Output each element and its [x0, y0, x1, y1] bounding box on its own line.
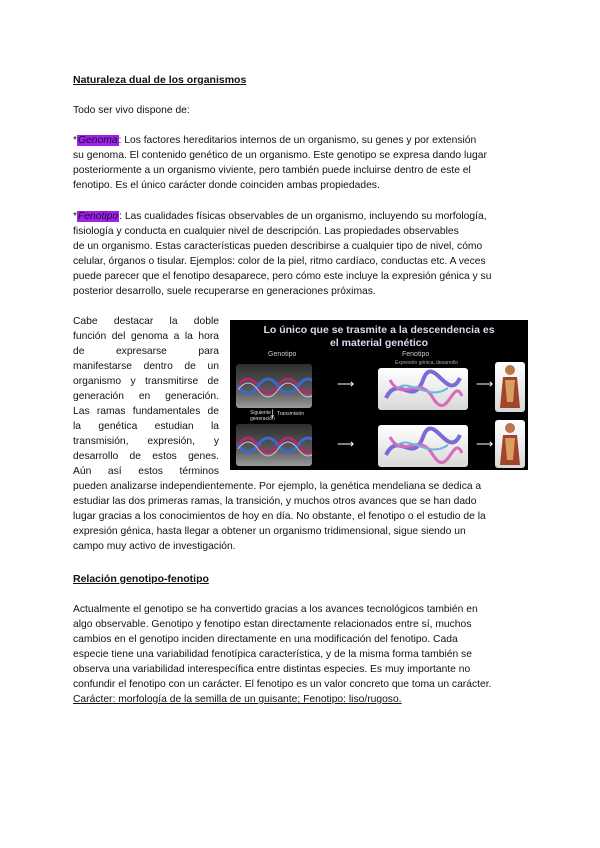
- example-line: Carácter: morfología de la semilla de un guisante; Fenotipo: liso/rugoso.: [73, 694, 402, 705]
- genoma-line: su genoma. El contenido genético de un organismo. Este genotipo se expresa dando lugar: [73, 150, 487, 161]
- dna-panel-bottom: [236, 424, 312, 466]
- genoma-term: Genoma: [78, 135, 118, 146]
- cabe-column: Cabe destacar la doble función del genoma a la hora de expresarse para manifestarse dentro de un organismo y transmitirse de generación en generación. Las ramas fundamentales de la genética estudian la transmisión, expresión, y desarrollo de estos genes. Aún así estos términos: [73, 316, 219, 477]
- genoma-line: fenotipo. Es el único carácter donde coinciden ambas propiedades.: [73, 180, 380, 191]
- arrow-right-icon: ⟶: [337, 377, 355, 391]
- organism-panel-top: [495, 362, 525, 412]
- section-heading: Relación genotipo-fenotipo: [73, 573, 209, 585]
- fenotipo-line: puede parecer que el fenotipo desaparece, pero cómo este incluye la expresión génica y su: [73, 271, 492, 282]
- genoma-line-1: *Genoma: Los factores hereditarios internos de un organismo, su genes y por extensión: [73, 135, 477, 146]
- fenotipo-line: celular, órganos o tisular. Ejemplos: color de la piel, ritmo cardíaco, conductas etc. A veces: [73, 256, 486, 267]
- dna-helix-icon: [236, 364, 312, 408]
- protein-panel-top: [378, 368, 468, 410]
- dna-helix-icon: [236, 424, 312, 466]
- intro-text: Todo ser vivo dispone de:: [73, 105, 190, 116]
- fenotipo-line-1: *Fenotipo: Las cualidades físicas observables de un organismo, incluyendo su morfología,: [73, 211, 487, 222]
- figure-title: Lo único que se trasmite a la descendencia es el material genético: [263, 324, 495, 349]
- genetics-figure: [230, 320, 528, 470]
- section-paragraph: Actualmente el genotipo se ha convertido gracias a los avances tecnológicos también en algo observable. Genotipo y fenotipo estan directamente relacionados entre sí, muchos cambios en el genotipo inciden directamente en una modificación del fenotipo. Cada especie tiene una variabilidad fenotípica característica, y de la misma forma también se observa una variabilidad interespecífica entre distintas especies. Es muy importante no confundir el fenotipo con un carácter. El fenotipo es un valor concreto que toma un carácter. Carácter: morfología de la semilla de un guisante; Fenotipo: liso/rugoso.: [73, 602, 526, 707]
- fenotipo-term: Fenotipo: [78, 211, 119, 222]
- arrow-right-icon: ⟶: [476, 377, 494, 391]
- genotipo-label: Genotipo: [268, 351, 297, 358]
- page-title: Naturaleza dual de los organismos: [73, 74, 247, 86]
- protein-panel-bottom: [378, 425, 468, 467]
- protein-structure-icon: [378, 425, 468, 467]
- protein-structure-icon: [378, 368, 468, 410]
- fenotipo-line: de un organismo. Estas características pueden describirse a cualquier tipo de nivel, cómo: [73, 241, 483, 252]
- continuation-paragraph: pueden analizarse independientemente. Por ejemplo, la genética mendeliana se dedica a estudiar las dos primeras ramas, la transición, y muchos otros avances que se han dado lugar gracias a los conocimientos de hoy en día. No obstante, el fenotipo o el estudio de la expresión génica, hasta llegar a obtener un organismo tridimensional, sigue siendo un campo muy activo de investigación.: [73, 481, 486, 552]
- fenotipo-paragraph: [73, 209, 526, 299]
- arrow-down-icon: ↓: [269, 404, 276, 420]
- arrow-right-icon: ⟶: [337, 437, 355, 451]
- fenotipo-sublabel: Expresión génica, desarrollo: [395, 360, 459, 366]
- dna-panel-top: [236, 364, 312, 408]
- person-figure-icon: [495, 362, 525, 412]
- genoma-paragraph: [73, 133, 526, 193]
- fenotipo-label: Fenotipo: [402, 351, 430, 358]
- fenotipo-line: posterior desarrollo, suele recuperarse en generaciones próximas.: [73, 286, 376, 297]
- organism-panel-bottom: [495, 420, 525, 468]
- siguiente-generacion-label: Siguiente generación: [250, 410, 275, 422]
- arrow-right-icon: ⟶: [476, 437, 494, 451]
- genoma-line: posteriormente a un organismo viviente, pero también puede incluirse dentro de este el: [73, 165, 471, 176]
- person-figure-icon: [495, 420, 525, 468]
- transmision-label: Transmisión: [277, 411, 305, 417]
- fenotipo-line: fisiología y conducta en cualquier nivel de descripción. Las propiedades observables: [73, 226, 459, 237]
